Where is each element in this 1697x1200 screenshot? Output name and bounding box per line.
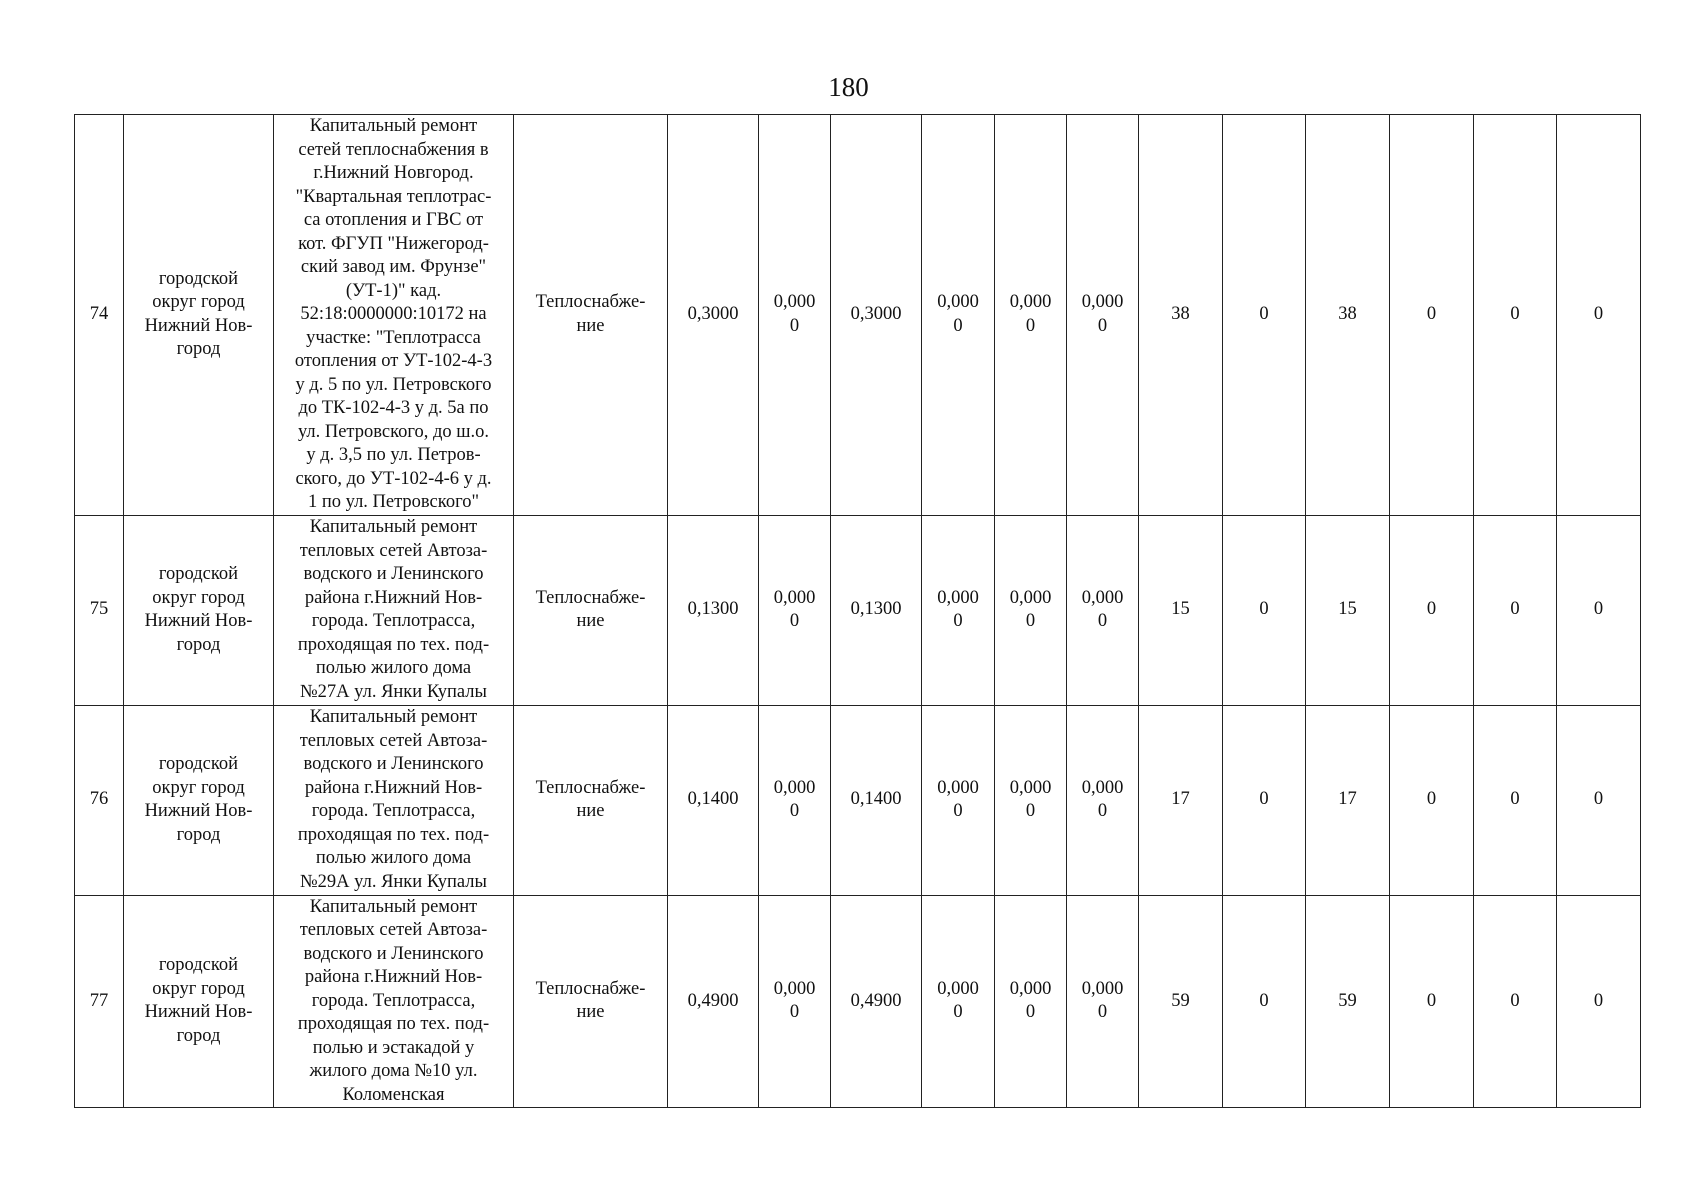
value-cell: 0,3000 bbox=[831, 115, 922, 516]
municipality-line: городской bbox=[158, 754, 239, 774]
value-line: 0,000 bbox=[773, 777, 816, 798]
value-line: 0 bbox=[789, 315, 800, 336]
description-line: сетей теплоснабжения в bbox=[298, 139, 489, 160]
table-row bbox=[75, 515, 1641, 705]
description-line: кот. ФГУП "Нижегород- bbox=[298, 233, 489, 254]
value-cell: 0,4900 bbox=[831, 895, 922, 1108]
value-cell: 17 bbox=[1139, 705, 1223, 895]
value-line: 0 bbox=[1025, 801, 1036, 821]
value-line: 0 bbox=[1025, 611, 1036, 631]
municipality-line: городской bbox=[158, 268, 239, 289]
value-cell: 0,1400 bbox=[668, 705, 759, 895]
description-line: водского и Ленинского bbox=[303, 564, 484, 584]
value-cell bbox=[922, 705, 995, 895]
description-line: полью жилого дома bbox=[315, 658, 472, 678]
category-line: Теплоснабже- bbox=[535, 587, 646, 608]
municipality-line: городской bbox=[158, 955, 239, 976]
description-line: отопления от УТ-102-4-3 bbox=[294, 351, 493, 371]
municipality-line: город bbox=[176, 824, 221, 845]
municipality-line: город bbox=[176, 339, 221, 360]
value-line: 0,000 bbox=[937, 587, 979, 608]
value-cell: 59 bbox=[1139, 895, 1223, 1108]
description-line: тепловых сетей Автоза- bbox=[299, 730, 488, 751]
description-line: тепловых сетей Автоза- bbox=[299, 920, 488, 940]
value-line: 0,000 bbox=[1009, 978, 1052, 999]
value-cell: 0 bbox=[1390, 115, 1474, 516]
category-cell bbox=[514, 515, 668, 705]
program-table bbox=[74, 114, 1641, 1108]
value-cell: 0 bbox=[1223, 115, 1306, 516]
value-cell: 0 bbox=[1557, 115, 1641, 516]
value-cell: 0 bbox=[1223, 515, 1306, 705]
value-cell bbox=[759, 705, 831, 895]
value-cell bbox=[995, 515, 1067, 705]
description-line: (УТ-1)" кад. bbox=[345, 280, 442, 301]
description-line: г.Нижний Новгород. bbox=[313, 163, 474, 183]
description-line: проходящая по тех. под- bbox=[297, 634, 490, 655]
municipality-line: город bbox=[176, 634, 221, 655]
value-cell: 0 bbox=[1390, 895, 1474, 1108]
value-cell: 0 bbox=[1390, 705, 1474, 895]
description-line: у д. 3,5 по ул. Петров- bbox=[306, 445, 481, 465]
value-cell bbox=[1067, 705, 1139, 895]
description-line: проходящая по тех. под- bbox=[297, 1014, 490, 1034]
value-cell: 0 bbox=[1223, 895, 1306, 1108]
category-line: ние bbox=[576, 1002, 605, 1023]
value-cell: 15 bbox=[1306, 515, 1390, 705]
category-cell bbox=[514, 895, 668, 1108]
description-line: "Квартальная теплотрас- bbox=[295, 186, 492, 207]
table-row bbox=[75, 895, 1641, 1108]
value-line: 0,000 bbox=[1081, 292, 1124, 313]
value-line: 0 bbox=[789, 801, 800, 821]
description-line: города. Теплотрасса, bbox=[311, 611, 476, 631]
value-cell bbox=[995, 705, 1067, 895]
value-cell: 0,3000 bbox=[668, 115, 759, 516]
description-line: жилого дома №10 ул. bbox=[309, 1061, 478, 1081]
value-line: 0,000 bbox=[1009, 777, 1052, 798]
value-cell: 0 bbox=[1474, 515, 1557, 705]
description-line: ского, до УТ-102-4-6 у д. bbox=[295, 468, 492, 489]
value-cell bbox=[922, 115, 995, 516]
description-line: до ТК-102-4-3 у д. 5а по bbox=[298, 398, 489, 418]
description-line: №27А ул. Янки Купалы bbox=[300, 681, 487, 702]
municipality-line: округ город bbox=[152, 587, 245, 608]
value-line: 0 bbox=[953, 611, 963, 631]
value-line: 0,000 bbox=[1009, 587, 1052, 608]
municipality-cell bbox=[124, 895, 274, 1108]
value-line: 0 bbox=[953, 315, 963, 336]
value-cell bbox=[995, 895, 1067, 1108]
value-line: 0,000 bbox=[937, 978, 979, 999]
description-line: тепловых сетей Автоза- bbox=[299, 540, 488, 561]
value-line: 0,000 bbox=[773, 292, 816, 313]
value-cell bbox=[1067, 895, 1139, 1108]
category-line: ние bbox=[576, 315, 605, 336]
description-cell bbox=[274, 705, 514, 895]
table-body bbox=[75, 115, 1641, 1108]
municipality-line: город bbox=[176, 1025, 221, 1046]
value-line: 0 bbox=[1025, 315, 1036, 336]
category-line: ние bbox=[576, 611, 605, 631]
description-line: ский завод им. Фрунзе" bbox=[300, 257, 487, 277]
municipality-cell bbox=[124, 705, 274, 895]
row-number: 74 bbox=[75, 115, 124, 516]
municipality-line: Нижний Нов- bbox=[144, 801, 253, 821]
category-line: Теплоснабже- bbox=[535, 978, 646, 999]
municipality-line: округ город bbox=[152, 777, 245, 798]
value-cell bbox=[922, 515, 995, 705]
value-cell: 17 bbox=[1306, 705, 1390, 895]
description-line: 52:18:0000000:10172 на bbox=[300, 304, 487, 324]
description-line: Капитальный ремонт bbox=[309, 517, 478, 537]
value-line: 0 bbox=[1025, 1002, 1036, 1023]
description-line: города. Теплотрасса, bbox=[311, 801, 476, 821]
description-line: района г.Нижний Нов- bbox=[304, 587, 483, 608]
value-cell: 0,4900 bbox=[668, 895, 759, 1108]
description-line: №29А ул. Янки Купалы bbox=[300, 871, 487, 892]
category-line: ние bbox=[576, 801, 605, 821]
description-line: ул. Петровского, до ш.о. bbox=[297, 421, 490, 442]
value-cell: 0 bbox=[1557, 705, 1641, 895]
municipality-cell bbox=[124, 115, 274, 516]
value-cell bbox=[759, 895, 831, 1108]
value-cell: 15 bbox=[1139, 515, 1223, 705]
description-line: проходящая по тех. под- bbox=[297, 824, 490, 845]
value-cell: 0 bbox=[1557, 895, 1641, 1108]
value-line: 0 bbox=[953, 801, 963, 821]
value-cell bbox=[1067, 115, 1139, 516]
municipality-line: Нижний Нов- bbox=[144, 315, 253, 336]
description-cell bbox=[274, 115, 514, 516]
value-line: 0,000 bbox=[773, 587, 816, 608]
municipality-line: Нижний Нов- bbox=[144, 611, 253, 631]
municipality-line: округ город bbox=[152, 292, 245, 313]
value-line: 0,000 bbox=[1081, 587, 1124, 608]
table-row bbox=[75, 115, 1641, 516]
municipality-line: округ город bbox=[152, 978, 245, 999]
table-row bbox=[75, 705, 1641, 895]
description-line: участке: "Теплотрасса bbox=[306, 327, 481, 348]
value-cell: 0 bbox=[1474, 705, 1557, 895]
value-line: 0 bbox=[1097, 801, 1108, 821]
description-line: у д. 5 по ул. Петровского bbox=[295, 374, 492, 395]
value-line: 0 bbox=[789, 611, 800, 631]
description-line: Капитальный ремонт bbox=[309, 896, 478, 917]
value-line: 0,000 bbox=[1081, 978, 1124, 999]
description-line: водского и Ленинского bbox=[303, 943, 484, 964]
description-line: са отопления и ГВС от bbox=[303, 210, 484, 230]
description-line: полью и эстакадой у bbox=[312, 1037, 475, 1058]
row-number: 76 bbox=[75, 705, 124, 895]
value-line: 0 bbox=[1097, 1002, 1108, 1023]
description-line: района г.Нижний Нов- bbox=[304, 967, 483, 987]
value-cell: 0 bbox=[1474, 115, 1557, 516]
value-cell: 0,1300 bbox=[831, 515, 922, 705]
category-cell bbox=[514, 115, 668, 516]
description-line: города. Теплотрасса, bbox=[311, 990, 476, 1011]
value-cell bbox=[995, 115, 1067, 516]
value-cell: 0 bbox=[1557, 515, 1641, 705]
value-line: 0 bbox=[953, 1002, 963, 1023]
description-line: района г.Нижний Нов- bbox=[304, 777, 483, 798]
value-cell: 0 bbox=[1223, 705, 1306, 895]
category-cell bbox=[514, 705, 668, 895]
value-cell: 0,1300 bbox=[668, 515, 759, 705]
value-line: 0 bbox=[1097, 611, 1108, 631]
value-line: 0 bbox=[789, 1002, 800, 1023]
description-line: Капитальный ремонт bbox=[309, 116, 478, 136]
category-line: Теплоснабже- bbox=[535, 292, 646, 313]
value-cell: 38 bbox=[1306, 115, 1390, 516]
value-line: 0,000 bbox=[1009, 292, 1052, 313]
value-line: 0,000 bbox=[1081, 777, 1124, 798]
value-cell: 59 bbox=[1306, 895, 1390, 1108]
value-cell bbox=[1067, 515, 1139, 705]
category-line: Теплоснабже- bbox=[535, 777, 646, 798]
row-number: 75 bbox=[75, 515, 124, 705]
page-number: 180 bbox=[828, 72, 869, 102]
description-line: Коломенская bbox=[342, 1084, 445, 1105]
value-line: 0,000 bbox=[937, 777, 979, 798]
value-line: 0 bbox=[1097, 315, 1108, 336]
description-line: водского и Ленинского bbox=[303, 754, 484, 774]
row-number: 77 bbox=[75, 895, 124, 1108]
description-line: Капитальный ремонт bbox=[309, 707, 478, 727]
municipality-cell bbox=[124, 515, 274, 705]
description-cell bbox=[274, 895, 514, 1108]
value-line: 0,000 bbox=[937, 292, 979, 313]
value-cell bbox=[922, 895, 995, 1108]
municipality-line: городской bbox=[158, 564, 239, 584]
value-cell: 0,1400 bbox=[831, 705, 922, 895]
description-line: 1 по ул. Петровского" bbox=[307, 492, 480, 512]
value-cell bbox=[759, 115, 831, 516]
value-cell bbox=[759, 515, 831, 705]
value-cell: 38 bbox=[1139, 115, 1223, 516]
municipality-line: Нижний Нов- bbox=[144, 1002, 253, 1023]
value-line: 0,000 bbox=[773, 978, 816, 999]
value-cell: 0 bbox=[1474, 895, 1557, 1108]
value-cell: 0 bbox=[1390, 515, 1474, 705]
description-line: полью жилого дома bbox=[315, 848, 472, 868]
description-cell bbox=[274, 515, 514, 705]
